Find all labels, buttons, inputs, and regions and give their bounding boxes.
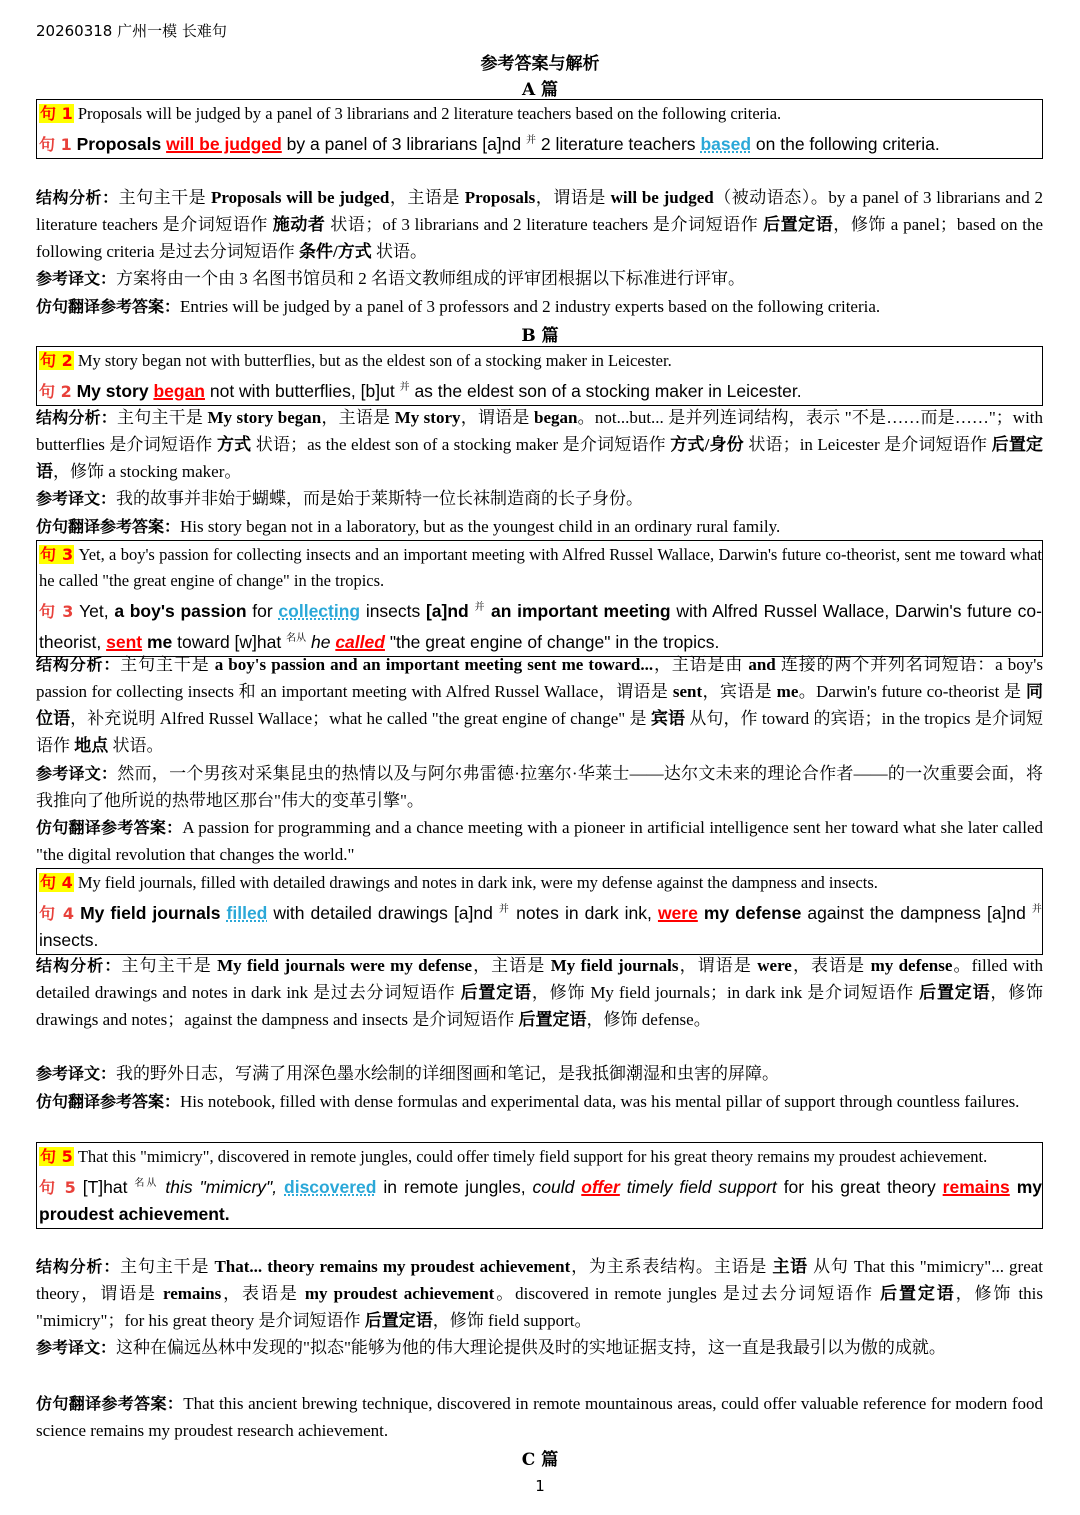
bold-term: began <box>533 408 578 427</box>
bold-term: My story began <box>207 408 322 427</box>
bold-term: Proposals will be judged <box>210 188 390 207</box>
bold-term: 方式/身份 <box>670 435 744 454</box>
imitation-text: Entries will be judged by a panel of 3 professors and 2 industry experts based on the following criteria. <box>180 297 881 316</box>
annot-text: with detailed drawings [a]nd <box>273 903 493 923</box>
translation-text: 我的野外日志，写满了用深色墨水绘制的详细图画和笔记，是我抵御潮湿和虫害的屏障。 <box>116 1064 780 1083</box>
annot-text: toward [w]hat <box>177 632 282 652</box>
sentence-5-tag: 句 5 <box>40 1147 73 1166</box>
non-finite-4: filled <box>226 903 268 923</box>
imitation-label: 仿句翻译参考答案： <box>36 297 181 316</box>
annot-text: not with butterflies, [b]ut <box>209 381 395 401</box>
annot-text: for his great theory <box>783 1177 936 1197</box>
sentence-1-structure <box>36 184 1043 265</box>
non-finite-1: based <box>700 134 752 154</box>
subject-3a: a boy's passion <box>114 601 247 621</box>
conj-mark: 并 <box>399 382 410 393</box>
sentence-2-tag: 句 2 <box>40 351 73 370</box>
sentence-2-annotated <box>37 374 1042 405</box>
sentence-5-imitation <box>36 1390 1043 1444</box>
conj-mark: 并 <box>498 904 511 915</box>
bold-term: My field journals <box>550 956 679 975</box>
annot-text: with Alfred Russel Wallace, Darwin's future co-theorist, <box>39 601 1042 652</box>
sentence-4-original <box>37 870 1042 896</box>
sentence-2-imitation <box>36 513 1043 540</box>
bold-term: Proposals <box>464 188 536 207</box>
imitation-label: 仿句翻译参考答案： <box>36 1394 184 1413</box>
imitation-label: 仿句翻译参考答案： <box>36 517 181 536</box>
sentence-5-structure <box>36 1253 1043 1334</box>
imitation-text: His notebook, filled with dense formulas and experimental data, was his mental pillar of support through countless failures. <box>180 1092 1020 1111</box>
bold-term: were <box>757 956 792 975</box>
bold-term: 后置定语 <box>763 215 834 234</box>
translation-label: 参考译文： <box>36 269 117 288</box>
annot-text: as the eldest son of a stocking maker in Leicester. <box>414 381 802 401</box>
structure-label: 结构分析： <box>36 956 122 975</box>
clause-mark: 名从 <box>134 1178 159 1189</box>
annot-text: "the great engine of change" in the tropics. <box>389 632 720 652</box>
translation-text: 然而，一个男孩对采集昆虫的热情以及与阿尔弗雷德·拉塞尔·华莱士——达尔文未来的理论合作者——的一次重要会面，将我推向了他所说的热带地区那台"伟大的变革引擎"。 <box>36 764 1043 810</box>
subject-2: My story <box>76 381 149 401</box>
sentence-1-tag: 句 1 <box>40 104 73 123</box>
bold-term: will be judged <box>610 188 714 207</box>
sentence-1-imitation <box>36 293 1043 320</box>
subject-1: Proposals <box>76 134 162 154</box>
sentence-3-structure <box>36 651 1043 759</box>
bold-term: 后置定语 <box>460 983 532 1002</box>
bold-term: 施动者 <box>272 215 326 234</box>
translation-label: 参考译文： <box>36 1338 117 1357</box>
annot-text: 2 literature teachers <box>540 134 696 154</box>
annot-text: by a panel of 3 librarians [a]nd <box>286 134 522 154</box>
sentence-3-tag-2: 句 3 <box>39 602 74 621</box>
structure-text: 主句主干是 That... theory remains my proudest achievement，为主系表结构。主语是 主语 从句 That this "mimicry"... great theory，谓语是 remains，表语是 my proudest achievement。discovered in remote jungles 是过去分词短语作 后置定语，修饰 this "mimicry"；for his great theory 是介词短语作 后置定语，修饰 field support。 <box>36 1257 1044 1330</box>
non-finite-3: collecting <box>278 601 361 621</box>
bold-term: remains <box>163 1284 222 1303</box>
section-b-title: B 篇 <box>521 326 559 346</box>
sentence-5-annotated <box>37 1170 1042 1228</box>
subject-4: My field journals <box>80 903 221 923</box>
clause-subject: he <box>310 632 331 652</box>
sentence-1-original <box>37 101 1042 127</box>
bold-term: 主语 <box>772 1257 808 1276</box>
sentence-1-translation <box>36 265 1043 292</box>
sentence-3-original <box>37 542 1042 594</box>
translation-text: 这种在偏远丛林中发现的"拟态"能够为他的伟大理论提供及时的实地证据支持，这一直是我最引以为傲的成就。 <box>116 1338 946 1357</box>
conj-mark: 并 <box>526 135 537 146</box>
translation-text: 方案将由一个由 3 名图书馆员和 2 名语文教师组成的评审团根据以下标准进行评审。 <box>116 269 746 288</box>
clause-predicate: called <box>335 632 385 652</box>
sentence-4-tag-2: 句 4 <box>39 904 75 923</box>
sentence-3-tag: 句 3 <box>40 545 74 564</box>
sentence-4-box <box>36 868 1043 955</box>
translation-label: 参考译文： <box>36 764 118 783</box>
imitation-label: 仿句翻译参考答案： <box>36 1092 181 1111</box>
annot-text: insects <box>365 601 421 621</box>
bold-term: 后置定语 <box>36 435 1044 481</box>
annot-text: insects. <box>39 930 99 950</box>
annot-text: notes in dark ink, <box>516 903 652 923</box>
sentence-1-original-text: Proposals will be judged by a panel of 3 librarians and 2 literature teachers based on the following criteria. <box>77 104 782 123</box>
clause-modal: could <box>532 1177 575 1197</box>
sentence-4-translation <box>36 1060 1043 1087</box>
bold-term: me <box>776 682 799 701</box>
annot-text: on the following criteria. <box>755 134 940 154</box>
bold-term: 后置定语 <box>518 1010 587 1029</box>
annot-text: against the <box>807 903 895 923</box>
clause-mark: 名从 <box>286 633 307 644</box>
conj-mark: 并 <box>474 602 486 613</box>
conj-mark: 并 <box>1031 904 1042 915</box>
sentence-4-structure <box>36 952 1043 1033</box>
section-a-title: A 篇 <box>521 80 559 100</box>
sentence-4-imitation <box>36 1088 1043 1115</box>
bold-term: That... theory remains my proudest achievement <box>214 1257 571 1276</box>
sentence-3-box <box>36 540 1043 657</box>
sentence-4-annotated <box>37 896 1042 954</box>
predicate-5: remains <box>942 1177 1010 1197</box>
bold-term: my proudest achievement <box>304 1284 495 1303</box>
sentence-3-imitation <box>36 814 1043 868</box>
predicative-5: my proudest achievement. <box>39 1177 1042 1224</box>
structure-label: 结构分析： <box>36 655 121 674</box>
bold-term: 方式 <box>216 435 252 454</box>
predicate-1: will be judged <box>166 134 282 154</box>
imitation-text: That this ancient brewing technique, discovered in remote mountainous areas, could offer valuable reference for modern food science remains my proudest research achievement. <box>36 1394 1043 1440</box>
predicate-4: were <box>657 903 698 923</box>
bold-term: My field journals were my defense <box>217 956 472 975</box>
non-finite-5: discovered <box>284 1177 377 1197</box>
sentence-4-original-text: My field journals, filled with detailed drawings and notes in dark ink, were my defense against the dampness and insects. <box>77 873 878 892</box>
clause-subject: this "mimicry", <box>165 1177 278 1197</box>
conj-and: [a]nd <box>425 601 469 621</box>
imitation-text: His story began not in a laboratory, but as the youngest child in an ordinary rural family. <box>180 517 781 536</box>
imitation-label: 仿句翻译参考答案： <box>36 818 183 837</box>
structure-text: 主句主干是 My field journals were my defense，主语是 My field journals，谓语是 were，表语是 my defense。filled with detailed drawings and notes in dark ink 是过去分词短语作 后置定语，修饰 My field journals；in dark ink 是介词短语作 后置定语，修饰 drawings and notes；against the dampness and insects 是介词短语作 后置定语，修饰 defense。 <box>36 956 1044 1029</box>
structure-label: 结构分析： <box>36 408 118 427</box>
structure-label: 结构分析： <box>36 188 119 207</box>
annot-text: [T]hat <box>82 1177 128 1197</box>
translation-label: 参考译文： <box>36 1064 117 1083</box>
bold-term: 条件/方式 <box>299 242 372 261</box>
bold-term: my defense <box>870 956 953 975</box>
sentence-1-tag-2: 句 1 <box>39 135 72 154</box>
imitation-text: A passion for programming and a chance meeting with a pioneer in artificial intelligence sent her toward what she later called "the digital revolution that changes the world." <box>36 818 1043 864</box>
sentence-2-box <box>36 346 1043 406</box>
bold-term: My story <box>394 408 461 427</box>
sentence-4-tag: 句 4 <box>40 873 73 892</box>
annot-text: dampness [a]nd <box>900 903 1026 923</box>
sentence-1-annotated <box>37 127 1042 158</box>
sentence-5-box <box>36 1142 1043 1229</box>
sentence-5-translation <box>36 1334 1043 1361</box>
sentence-3-annotated <box>37 594 1042 656</box>
document-title: 参考答案与解析 <box>480 54 600 74</box>
sentence-2-structure <box>36 404 1043 485</box>
annot-text: for <box>252 601 273 621</box>
sentence-5-tag-2: 句 5 <box>39 1178 76 1197</box>
predicate-2: began <box>153 381 205 401</box>
translation-text: 我的故事并非始于蝴蝶，而是始于莱斯特一位长袜制造商的长子身份。 <box>116 489 644 508</box>
clause-object: timely field support <box>626 1177 777 1197</box>
sentence-5-original <box>37 1144 1042 1170</box>
sentence-5-original-text: That this "mimicry", discovered in remote jungles, could offer timely field support for his great theory remains my proudest achievement. <box>77 1147 988 1166</box>
clause-predicate: offer <box>581 1177 620 1197</box>
object-3: me <box>146 632 173 652</box>
structure-text: 主句主干是 a boy's passion and an important meeting sent me toward...，主语是由 and 连接的两个并列名词短语：a boy's passion for collecting insects 和 an important meeting with Alfred Russel Wallace，谓语是 sent，宾语是 me。Darwin's future co-theorist 是 同位语，补充说明 Alfred Russel Wallace；what he called "the great engine of change" 是 宾语 从句，作 toward 的宾语；in the tropics 是介词短语作 地点 状语。 <box>36 655 1044 755</box>
bold-term: 后置定语 <box>364 1311 433 1330</box>
sentence-2-original <box>37 348 1042 374</box>
sentence-3-translation <box>36 760 1043 814</box>
bold-term: and <box>748 655 776 674</box>
document-header: 20260318 广州一模 长难句 <box>36 22 227 40</box>
sentence-2-original-text: My story began not with butterflies, but as the eldest son of a stocking maker in Leicester. <box>77 351 672 370</box>
predicate-3: sent <box>106 632 143 652</box>
page-number: 1 <box>535 1477 545 1495</box>
bold-term: 地点 <box>74 736 109 755</box>
sentence-3-original-text: Yet, a boy's passion for collecting insects and an important meeting with Alfred Russel Wallace, Darwin's future co-theorist, sent me toward what he called "the great engine of change" in the tropics. <box>39 545 1042 590</box>
bold-term: 同位语 <box>36 682 1043 728</box>
bold-term: 后置定语 <box>919 983 991 1002</box>
structure-text: 主句主干是 Proposals will be judged，主语是 Proposals，谓语是 will be judged（被动语态）。by a panel of 3 librarians and 2 literature teachers 是介词短语作 施动者 状语；of 3 librarians and 2 literature teachers 是介词短语作 后置定语，修饰 a panel；based on the following criteria 是过去分词短语作 条件/方式 状语。 <box>36 188 1044 261</box>
structure-text: 主句主干是 My story began，主语是 My story，谓语是 began。not...but... 是并列连词结构，表示 "不是……而是……"；with butterflies 是介词短语作 方式 状语；as the eldest son of a stocking maker 是介词短语作 方式/身份 状语；in Leicester 是介词短语作 后置定语，修饰 a stocking maker。 <box>36 408 1044 481</box>
bold-term: 后置定语 <box>880 1284 956 1303</box>
annot-text: in remote jungles, <box>383 1177 526 1197</box>
bold-term: a boy's passion and an important meeting sent me toward... <box>214 655 654 674</box>
subject-3b: an important meeting <box>491 601 671 621</box>
annot-text: Yet, <box>79 601 109 621</box>
bold-term: sent <box>672 682 703 701</box>
predicative-4: my defense <box>703 903 802 923</box>
structure-label: 结构分析： <box>36 1257 121 1276</box>
translation-label: 参考译文： <box>36 489 117 508</box>
sentence-2-translation <box>36 485 1043 512</box>
bold-term: 宾语 <box>650 709 686 728</box>
section-c-title: C 篇 <box>521 1450 559 1470</box>
sentence-1-box <box>36 99 1043 159</box>
sentence-2-tag-2: 句 2 <box>39 382 72 401</box>
